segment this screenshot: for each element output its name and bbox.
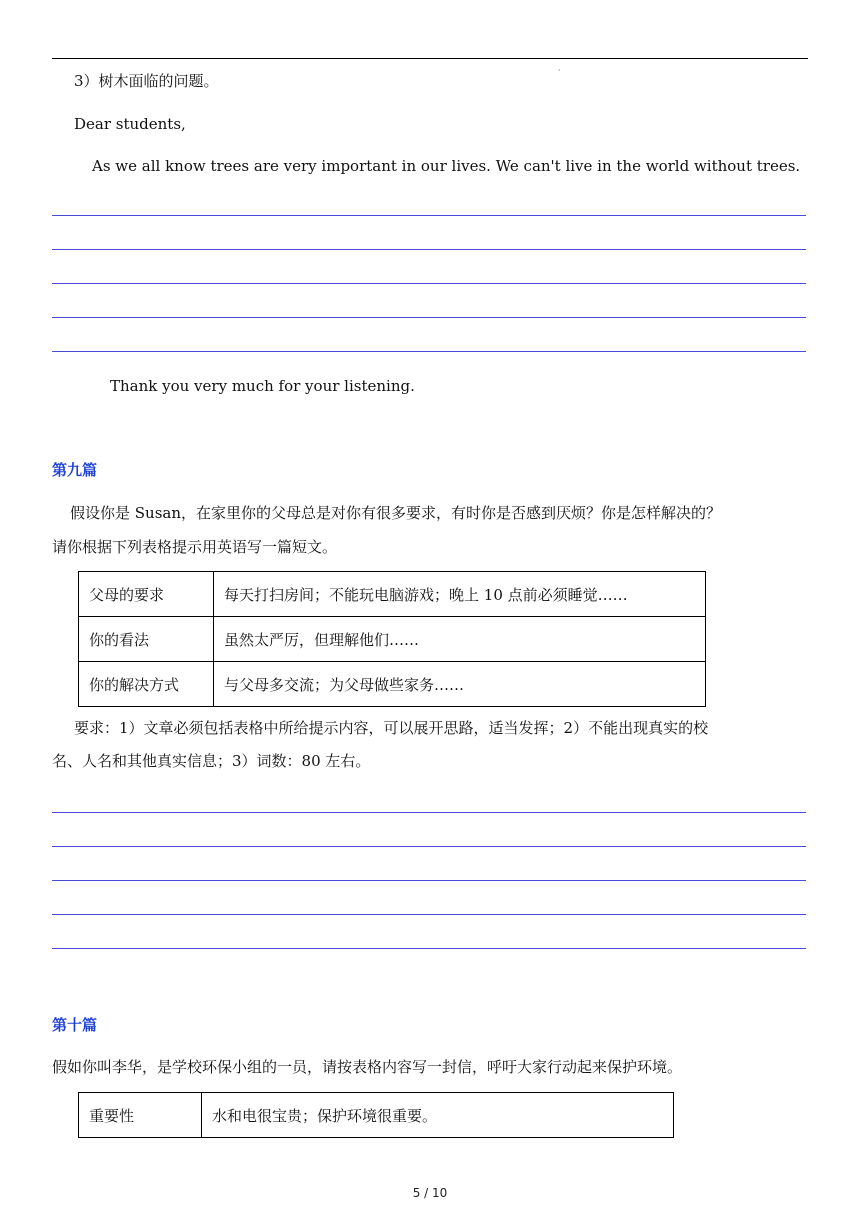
header-rule xyxy=(52,58,808,59)
section-10-heading: 第十篇 xyxy=(52,1016,98,1034)
section-9-requirements-line-2: 名、人名和其他真实信息；3）词数：80 左右。 xyxy=(52,752,371,770)
writing-line xyxy=(52,283,806,284)
writing-line xyxy=(52,846,806,847)
section-9-prompt-line-2: 请你根据下列表格提示用英语写一篇短文。 xyxy=(52,538,338,556)
table-cell-label: 重要性 xyxy=(79,1093,202,1138)
item-3-text: 3）树木面临的问题。 xyxy=(74,72,219,90)
table-row xyxy=(79,662,706,707)
section-9-requirements-line-1: 要求：1）文章必须包括表格中所给提示内容，可以展开思路，适当发挥；2）不能出现真实的校 xyxy=(74,719,709,737)
writing-line xyxy=(52,351,806,352)
writing-line xyxy=(52,880,806,881)
table-cell-content: 每天打扫房间；不能玩电脑游戏；晚上 10 点前必须睡觉…… xyxy=(214,572,706,617)
header-dot: · xyxy=(558,66,561,75)
section-10-table xyxy=(78,1092,674,1138)
page-number: 5 / 10 xyxy=(412,1186,448,1200)
section-9-prompt-line-1: 假设你是 Susan，在家里你的父母总是对你有很多要求，有时你是否感到厌烦？你是怎样解决的？ xyxy=(70,504,722,522)
writing-line xyxy=(52,215,806,216)
writing-line xyxy=(52,914,806,915)
table-row xyxy=(79,617,706,662)
section-10-prompt: 假如你叫李华，是学校环保小组的一员，请按表格内容写一封信，呼吁大家行动起来保护环境。 xyxy=(52,1058,683,1076)
table-cell-label: 你的解决方式 xyxy=(79,662,214,707)
table-row xyxy=(79,1093,674,1138)
table-cell-label: 你的看法 xyxy=(79,617,214,662)
closing-sentence: Thank you very much for your listening. xyxy=(110,377,415,395)
table-cell-content: 虽然太严厉，但理解他们…… xyxy=(214,617,706,662)
writing-line xyxy=(52,317,806,318)
table-cell-label: 父母的要求 xyxy=(79,572,214,617)
table-cell-content: 与父母多交流；为父母做些家务…… xyxy=(214,662,706,707)
writing-line xyxy=(52,249,806,250)
table-cell-content: 水和电很宝贵；保护环境很重要。 xyxy=(202,1093,674,1138)
table-row xyxy=(79,572,706,617)
section-9-heading: 第九篇 xyxy=(52,461,98,479)
opening-sentence: As we all know trees are very important in our lives. We can't live in the world without trees. xyxy=(92,157,801,175)
writing-line xyxy=(52,948,806,949)
section-9-table xyxy=(78,571,706,707)
writing-line xyxy=(52,812,806,813)
salutation: Dear students, xyxy=(74,115,186,133)
